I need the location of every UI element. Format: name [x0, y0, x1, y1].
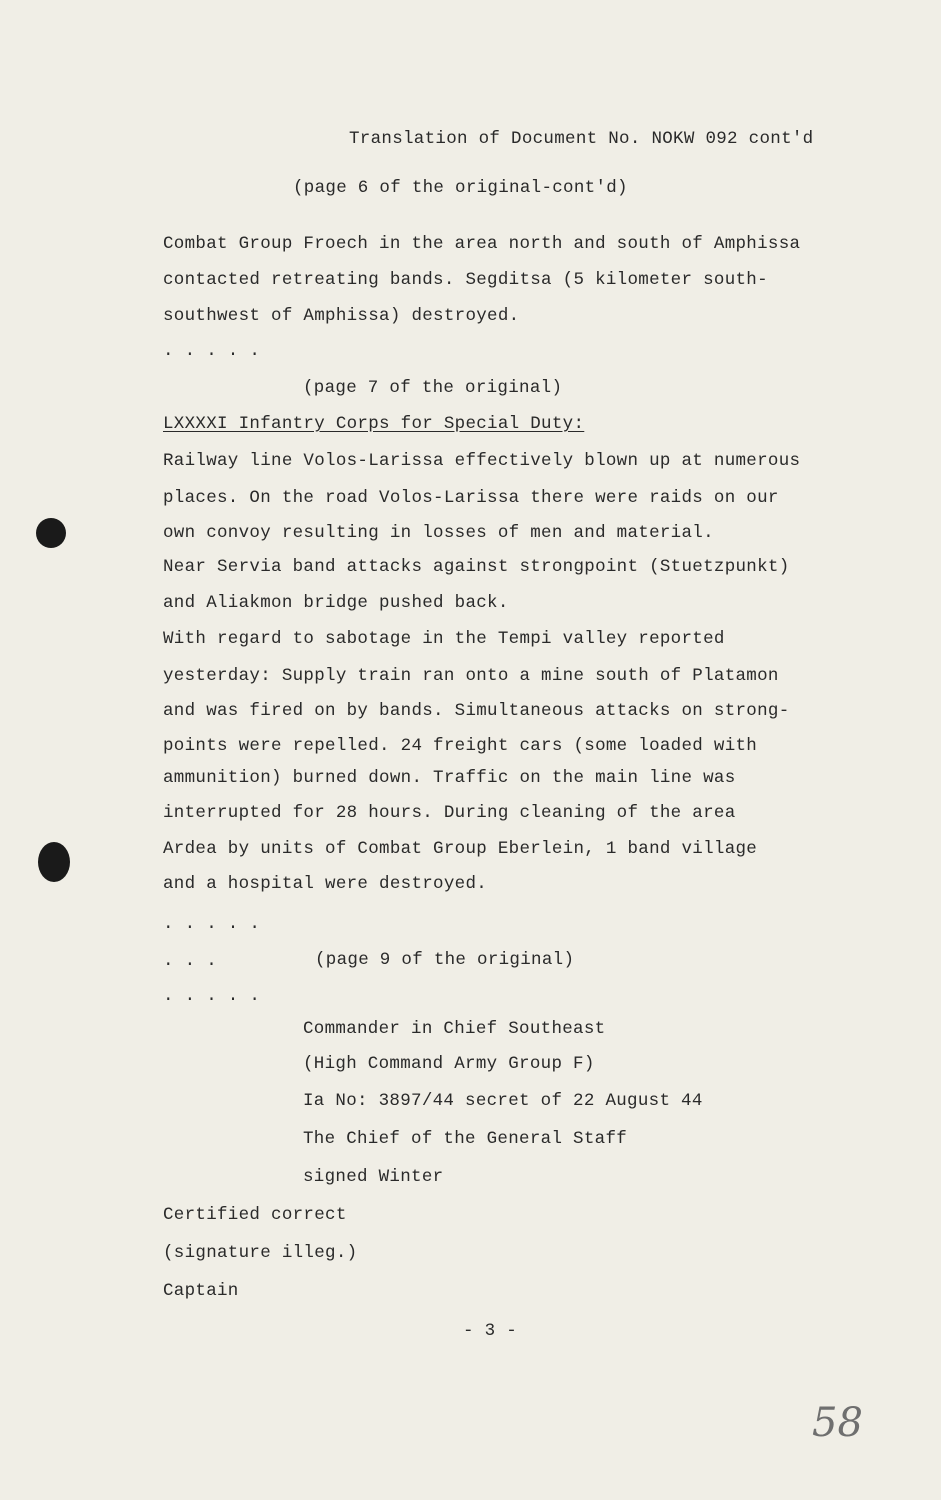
- corps-heading: LXXXXI Infantry Corps for Special Duty:: [163, 414, 585, 434]
- omission-marks: . . . . .: [163, 986, 261, 1006]
- signature-block-line: signed Winter: [303, 1167, 444, 1187]
- signature-block-line: Ia No: 3897/44 secret of 22 August 44: [303, 1091, 703, 1111]
- page-reference-6: (page 6 of the original-cont'd): [293, 178, 628, 198]
- omission-marks-short: . . .: [163, 951, 218, 971]
- paragraph-2-line: and a hospital were destroyed.: [163, 874, 488, 894]
- paragraph-2-line: Near Servia band attacks against strongpoint (Stuetzpunkt): [163, 557, 790, 577]
- certification-line: (signature illeg.): [163, 1243, 358, 1263]
- paragraph-2-line: points were repelled. 24 freight cars (some loaded with: [163, 736, 758, 756]
- paragraph-2-line: Railway line Volos-Larissa effectively blown up at numerous: [163, 451, 801, 471]
- paragraph-2-line: With regard to sabotage in the Tempi valley reported: [163, 629, 725, 649]
- page-number: - 3 -: [463, 1321, 518, 1341]
- handwritten-page-number: 58: [812, 1400, 863, 1446]
- paragraph-2-line: own convoy resulting in losses of men and material.: [163, 523, 714, 543]
- paragraph-2-line: and was fired on by bands. Simultaneous attacks on strong-: [163, 701, 790, 721]
- paragraph-1-line: southwest of Amphissa) destroyed.: [163, 306, 520, 326]
- paragraph-2-line: ammunition) burned down. Traffic on the main line was: [163, 768, 736, 788]
- punch-hole-bottom: [38, 842, 70, 882]
- page-reference-9: (page 9 of the original): [315, 950, 575, 970]
- signature-block-line: The Chief of the General Staff: [303, 1129, 628, 1149]
- paragraph-1-line: Combat Group Froech in the area north and south of Amphissa: [163, 234, 801, 254]
- certification-line: Captain: [163, 1281, 239, 1301]
- paragraph-2-line: interrupted for 28 hours. During cleaning of the area: [163, 803, 736, 823]
- page-reference-7: (page 7 of the original): [303, 378, 563, 398]
- signature-block-line: Commander in Chief Southeast: [303, 1019, 606, 1039]
- punch-hole-top: [36, 518, 66, 548]
- certification-line: Certified correct: [163, 1205, 347, 1225]
- omission-marks: . . . . .: [163, 341, 261, 361]
- signature-block-line: (High Command Army Group F): [303, 1054, 595, 1074]
- paragraph-1-line: contacted retreating bands. Segditsa (5 kilometer south-: [163, 270, 768, 290]
- paragraph-2-line: and Aliakmon bridge pushed back.: [163, 593, 509, 613]
- paragraph-2-line: places. On the road Volos-Larissa there were raids on our: [163, 488, 779, 508]
- omission-marks: . . . . .: [163, 914, 261, 934]
- paragraph-2-line: Ardea by units of Combat Group Eberlein, 1 band village: [163, 839, 758, 859]
- paragraph-2-line: yesterday: Supply train ran onto a mine south of Platamon: [163, 666, 779, 686]
- document-title: Translation of Document No. NOKW 092 cont'd: [349, 129, 814, 149]
